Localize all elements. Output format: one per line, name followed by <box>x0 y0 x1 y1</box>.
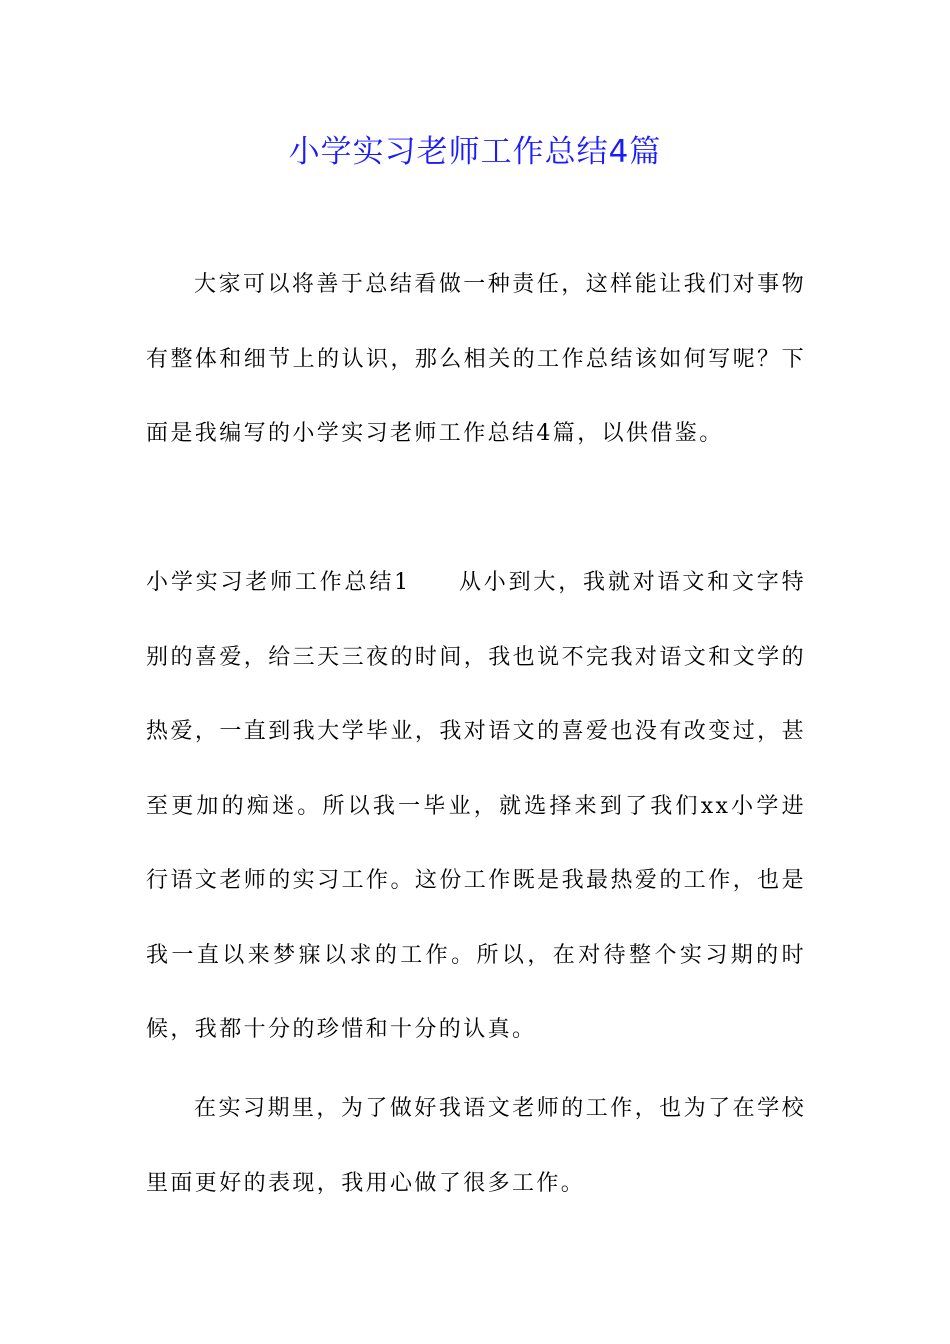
intro-paragraph: 大家可以将善于总结看做一种责任，这样能让我们对事物有整体和细节上的认识，那么相关的工作总结该如何写呢？下面是我编写的小学实习老师工作总结4篇，以供借鉴。 <box>146 272 806 446</box>
section-1-paragraph-1 <box>146 546 806 1068</box>
section-1-heading: 小学实习老师工作总结1 <box>146 570 411 595</box>
document-title: 小学实习老师工作总结4篇 <box>288 134 662 170</box>
section-1-paragraph-2: 在实习期里，为了做好我语文老师的工作，也为了在学校里面更好的表现，我用心做了很多工作。 <box>146 1096 806 1196</box>
section-1-paragraph-1-text: 从小到大，我就对语文和文字特别的喜爱，给三天三夜的时间，我也说不完我对语文和文学的热爱，一直到我大学毕业，我对语文的喜爱也没有改变过，甚至更加的痴迷。所以我一毕业，就选择来到了我们xx小学进行语文老师的实习工作。这份工作既是我最热爱的工作，也是我一直以来梦寐以求的工作。所以，在对待整个实习期的时候，我都十分的珍惜和十分的认真。 <box>146 570 806 1042</box>
